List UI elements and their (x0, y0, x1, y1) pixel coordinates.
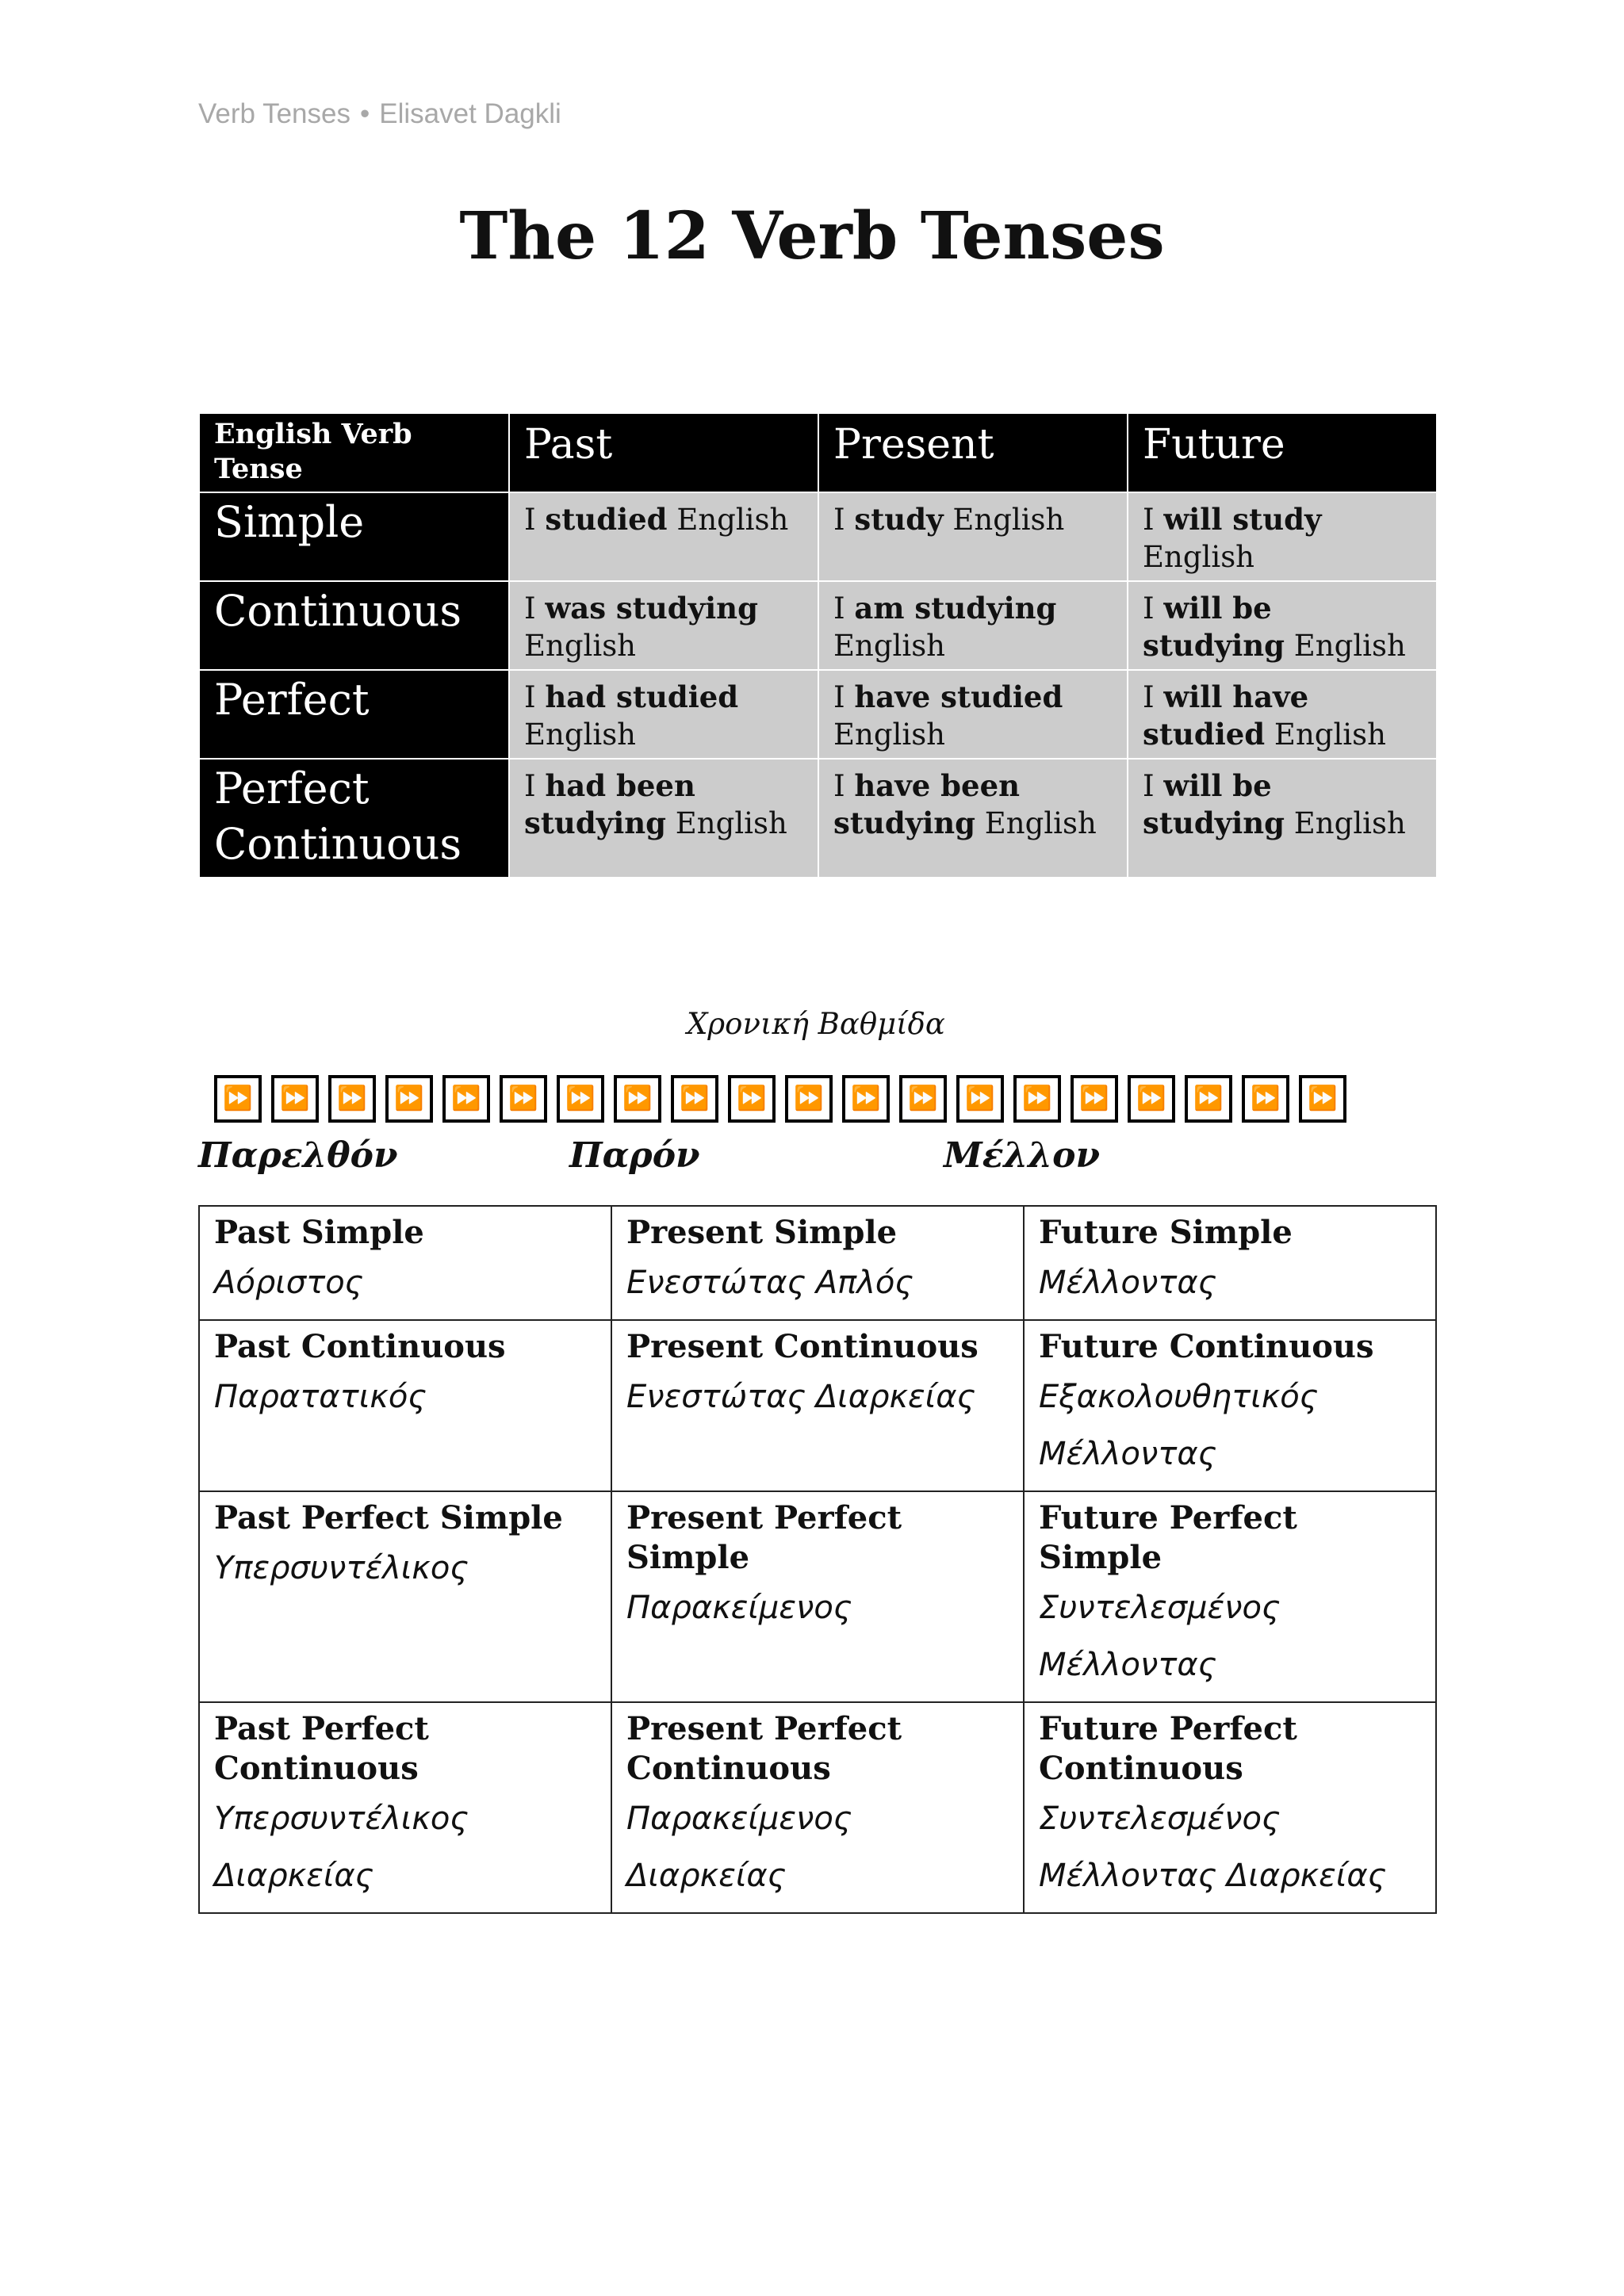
table-cell (1024, 1320, 1436, 1491)
table-row (199, 1206, 1436, 1320)
cell-pre: I (833, 769, 855, 803)
table-cell (1128, 759, 1437, 878)
fast-forward-icon: ⏩ (271, 1075, 319, 1123)
row-header-continuous: Continuous (199, 581, 509, 670)
tense-name-gr: Αόριστος (214, 1265, 364, 1301)
timeline-arrows (214, 1075, 1346, 1123)
fast-forward-icon: ⏩ (385, 1075, 433, 1123)
tense-name-gr: Υπερσυντέλικος Διαρκείας (214, 1800, 469, 1894)
table-cell (509, 581, 818, 670)
cell-verb: will be studying (1143, 591, 1285, 663)
table-row (199, 670, 1437, 759)
row-header-perfect-continuous: Perfect Continuous (199, 759, 509, 878)
cell-verb: am studying (854, 591, 1057, 626)
timeline-label-future: Μέλλον (944, 1135, 1101, 1176)
table-cell (1024, 1491, 1436, 1702)
tense-name-en: Past Continuous (214, 1328, 506, 1365)
table-row (199, 1702, 1436, 1913)
greek-tense-table (198, 1205, 1437, 1914)
tense-name-gr: Συντελεσμένος Μέλλοντας (1039, 1590, 1281, 1683)
tense-name-gr: Παρακείμενος (626, 1590, 852, 1626)
cell-pre: I (524, 591, 546, 626)
tense-name-gr: Ενεστώτας Διαρκείας (626, 1379, 976, 1415)
table-cell (818, 670, 1128, 759)
fast-forward-icon: ⏩ (842, 1075, 890, 1123)
table-row (199, 492, 1437, 581)
table-cell (509, 759, 818, 878)
cell-verb: will be studying (1143, 768, 1285, 840)
fast-forward-icon: ⏩ (500, 1075, 547, 1123)
table-cell (1128, 670, 1437, 759)
fast-forward-icon: ⏩ (728, 1075, 776, 1123)
fast-forward-icon: ⏩ (671, 1075, 718, 1123)
table-cell (199, 1320, 611, 1491)
cell-post: English (1285, 629, 1406, 663)
table-cell (1024, 1206, 1436, 1320)
cell-post: English (524, 629, 637, 663)
tense-name-gr: Συντελεσμένος Μέλλοντας Διαρκείας (1039, 1800, 1387, 1894)
cell-pre: I (1143, 769, 1164, 803)
tense-name-en: Future Simple (1039, 1214, 1293, 1251)
cell-verb: have been studying (833, 768, 1021, 840)
cell-verb: had studied (545, 679, 739, 714)
table-cell (1024, 1702, 1436, 1913)
tense-name-en: Past Simple (214, 1214, 424, 1251)
cell-post: English (666, 806, 787, 840)
cell-verb: have studied (854, 679, 1063, 714)
tense-name-en: Present Perfect Continuous (626, 1710, 902, 1787)
timeline-label-present: Παρόν (569, 1135, 700, 1176)
fast-forward-icon: ⏩ (442, 1075, 490, 1123)
cell-verb: studied (545, 502, 668, 537)
tense-table-header-row (199, 413, 1437, 492)
cell-post: English (1265, 718, 1386, 752)
cell-pre: I (524, 503, 546, 537)
fast-forward-icon: ⏩ (328, 1075, 376, 1123)
cell-pre: I (833, 591, 855, 626)
table-cell (199, 1206, 611, 1320)
header-title: Verb Tenses (198, 98, 350, 129)
table-cell (611, 1206, 1024, 1320)
cell-verb: had been studying (524, 768, 695, 840)
tense-name-en: Present Simple (626, 1214, 898, 1251)
table-row (199, 1320, 1436, 1491)
cell-post: English (1143, 540, 1255, 574)
cell-pre: I (833, 503, 855, 537)
cell-verb: will have studied (1143, 679, 1309, 752)
cell-pre: I (833, 680, 855, 714)
table-cell (509, 670, 818, 759)
tense-name-en: Future Continuous (1039, 1328, 1374, 1365)
table-cell (611, 1702, 1024, 1913)
table-cell (818, 581, 1128, 670)
cell-post: English (667, 503, 789, 537)
header-separator: • (360, 98, 370, 129)
tense-name-en: Past Perfect Continuous (214, 1710, 429, 1787)
tense-table (198, 412, 1438, 878)
table-cell (509, 492, 818, 581)
table-cell (611, 1320, 1024, 1491)
cell-post: English (833, 629, 946, 663)
fast-forward-icon: ⏩ (1128, 1075, 1175, 1123)
page-title: The 12 Verb Tenses (459, 198, 1165, 274)
tense-name-gr: Εξακολουθητικός Μέλλοντας (1039, 1379, 1319, 1472)
tense-name-en: Present Perfect Simple (626, 1499, 902, 1576)
tense-name-en: Future Perfect Continuous (1039, 1710, 1297, 1787)
cell-verb: study (854, 502, 944, 537)
fast-forward-icon: ⏩ (214, 1075, 262, 1123)
table-cell (199, 1702, 611, 1913)
cell-post: English (524, 718, 637, 752)
cell-pre: I (1143, 680, 1164, 714)
table-cell (1128, 581, 1437, 670)
table-row (199, 581, 1437, 670)
table-cell (818, 759, 1128, 878)
table-row (199, 1491, 1436, 1702)
table-cell (818, 492, 1128, 581)
fast-forward-icon: ⏩ (557, 1075, 604, 1123)
tense-name-gr: Υπερσυντέλικος (214, 1550, 469, 1586)
tense-name-en: Present Continuous (626, 1328, 979, 1365)
table-row (199, 759, 1437, 878)
cell-pre: I (1143, 591, 1164, 626)
fast-forward-icon: ⏩ (1185, 1075, 1232, 1123)
cell-pre: I (524, 769, 546, 803)
fast-forward-icon: ⏩ (1242, 1075, 1289, 1123)
tense-name-gr: Ενεστώτας Απλός (626, 1265, 914, 1301)
fast-forward-icon: ⏩ (1013, 1075, 1061, 1123)
row-header-perfect: Perfect (199, 670, 509, 759)
fast-forward-icon: ⏩ (956, 1075, 1004, 1123)
fast-forward-icon: ⏩ (1299, 1075, 1346, 1123)
timeline-title: Χρονική Βαθμίδα (687, 1007, 945, 1041)
timeline-label-past: Παρελθόν (198, 1135, 398, 1176)
tense-name-gr: Παρατατικός (214, 1379, 427, 1415)
tense-name-gr: Μέλλοντας (1039, 1265, 1217, 1301)
table-cell (199, 1491, 611, 1702)
table-cell (611, 1491, 1024, 1702)
column-header-present: Present (818, 413, 1128, 492)
tense-name-gr: Παρακείμενος Διαρκείας (626, 1800, 852, 1894)
fast-forward-icon: ⏩ (614, 1075, 661, 1123)
tense-name-en: Future Perfect Simple (1039, 1499, 1297, 1576)
fast-forward-icon: ⏩ (899, 1075, 947, 1123)
column-header-future: Future (1128, 413, 1437, 492)
cell-post: English (943, 503, 1065, 537)
header-author: Elisavet Dagkli (379, 98, 561, 129)
tense-table-corner: English Verb Tense (199, 413, 509, 492)
column-header-past: Past (509, 413, 818, 492)
cell-post: English (975, 806, 1097, 840)
fast-forward-icon: ⏩ (1071, 1075, 1118, 1123)
page-header (198, 98, 561, 130)
cell-verb: was studying (545, 591, 758, 626)
tense-name-en: Past Perfect Simple (214, 1499, 563, 1536)
fast-forward-icon: ⏩ (785, 1075, 833, 1123)
cell-pre: I (524, 680, 546, 714)
cell-verb: will study (1163, 502, 1322, 537)
table-cell (1128, 492, 1437, 581)
row-header-simple: Simple (199, 492, 509, 581)
cell-post: English (833, 718, 946, 752)
cell-pre: I (1143, 503, 1164, 537)
cell-post: English (1285, 806, 1406, 840)
